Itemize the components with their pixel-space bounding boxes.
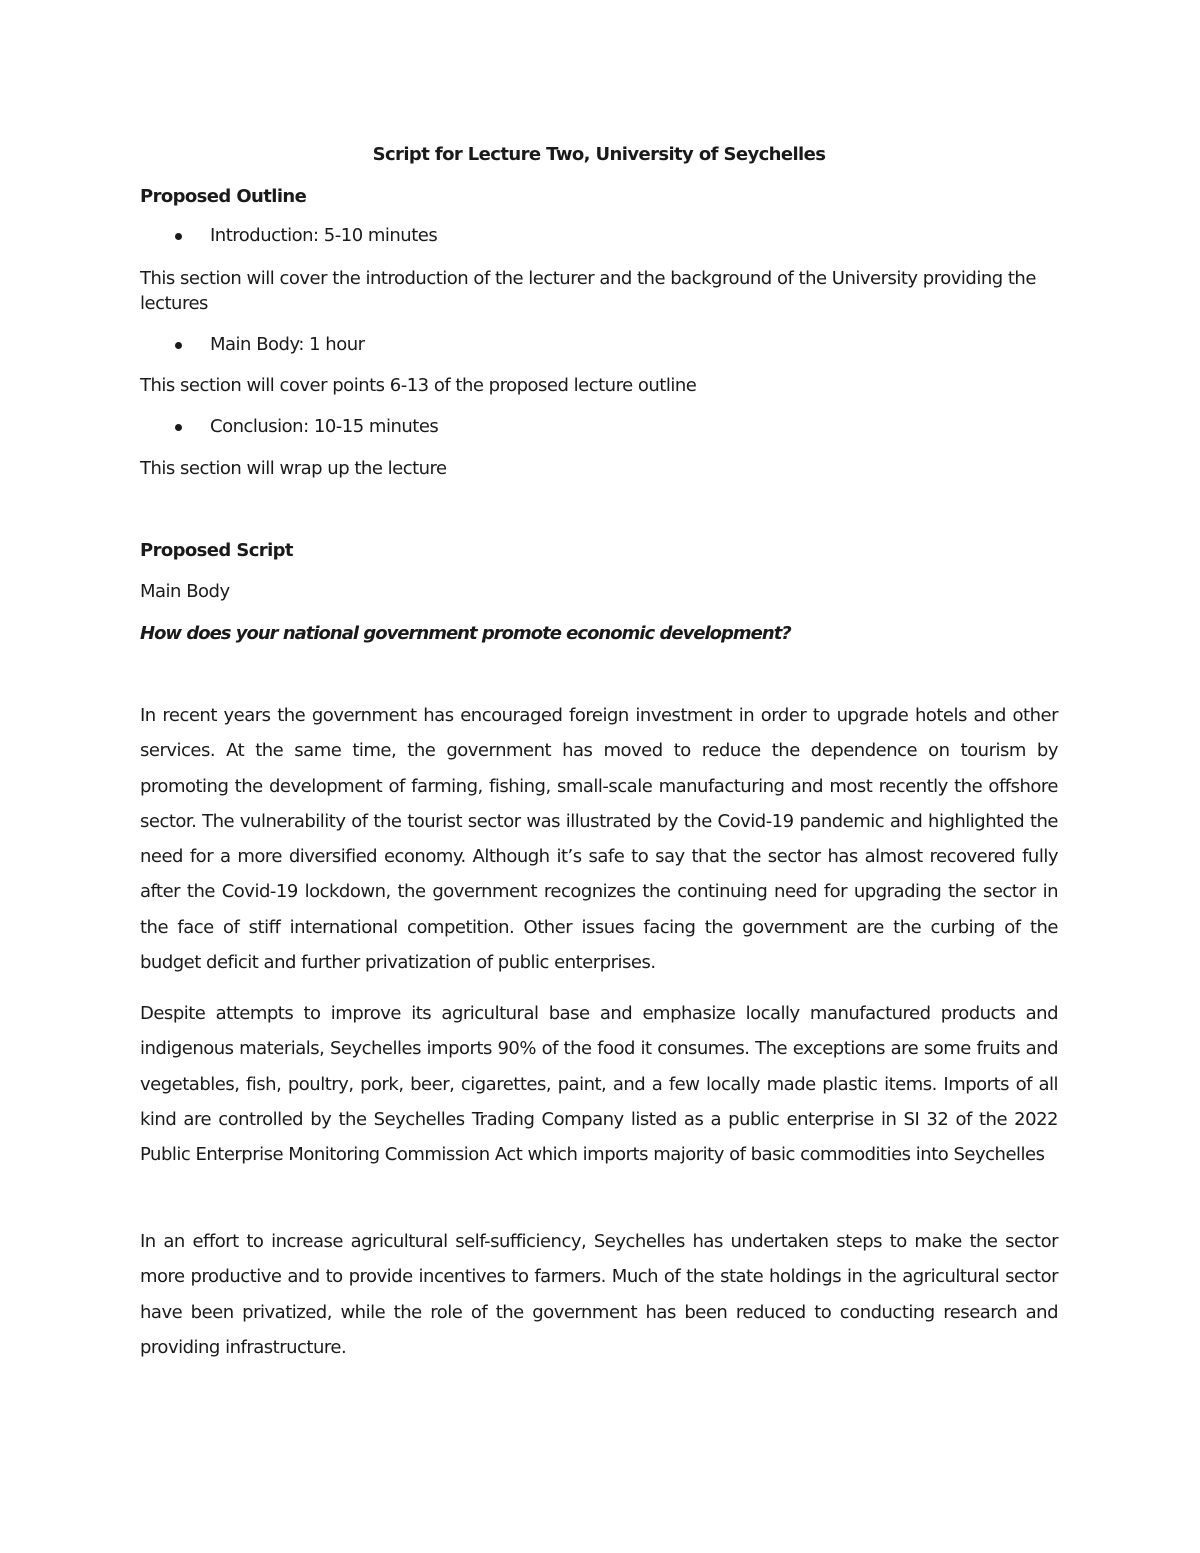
outline-item-description: This section will cover points 6-13 of the proposed lecture outline (140, 375, 697, 396)
outline-item-label: Introduction: 5-10 minutes (210, 225, 438, 246)
script-paragraph: Despite attempts to improve its agricultural base and emphasize locally manufactured products and indigenous materials, Seychelles imports 90% of the food it consumes. The exceptions are some fruits and vegetables, fish, poultry, pork, beer, cigarettes, paint, and a few locally made plastic items. Imports of all kind are controlled by the Seychelles Trading Company listed as a public enterprise in SI 32 of the 2022 Public Enterprise Monitoring Commission Act which imports majority of basic commodities into Seychelles (140, 1003, 1058, 1166)
script-paragraph: In an effort to increase agricultural self-sufficiency, Seychelles has undertaken steps to make the sector more productive and to provide incentives to farmers. Much of the state holdings in the agricultural sector have been privatized, while the role of the government has been reduced to conducting research and providing infrastructure. (140, 1231, 1058, 1358)
script-question: How does your national government promote economic development? (140, 623, 791, 644)
bullet-icon (175, 342, 182, 349)
bullet-icon (175, 233, 182, 240)
outline-item-label: Main Body: 1 hour (210, 334, 365, 355)
script-heading: Proposed Script (140, 540, 293, 561)
document-page (140, 0, 1058, 1553)
document-title: Script for Lecture Two, University of Seychelles (372, 144, 826, 165)
outline-heading: Proposed Outline (140, 186, 307, 207)
script-subheading: Main Body (140, 581, 230, 602)
script-paragraph: In recent years the government has encouraged foreign investment in order to upgrade hotels and other services. At the same time, the government has moved to reduce the dependence on tourism by promoting the development of farming, fishing, small-scale manufacturing and most recently the offshore sector. The vulnerability of the tourist sector was illustrated by the Covid-19 pandemic and highlighted the need for a more diversified economy. Although it’s safe to say that the sector has almost recovered fully after the Covid-19 lockdown, the government recognizes the continuing need for upgrading the sector in the face of stiff international competition. Other issues facing the government are the curbing of the budget deficit and further privatization of public enterprises. (140, 705, 1058, 974)
outline-item-description: This section will wrap up the lecture (140, 458, 447, 479)
bullet-icon (175, 424, 182, 431)
outline-item-label: Conclusion: 10-15 minutes (210, 416, 439, 437)
outline-item-description: This section will cover the introduction of the lecturer and the background of the University providing the lectures (140, 268, 1036, 314)
